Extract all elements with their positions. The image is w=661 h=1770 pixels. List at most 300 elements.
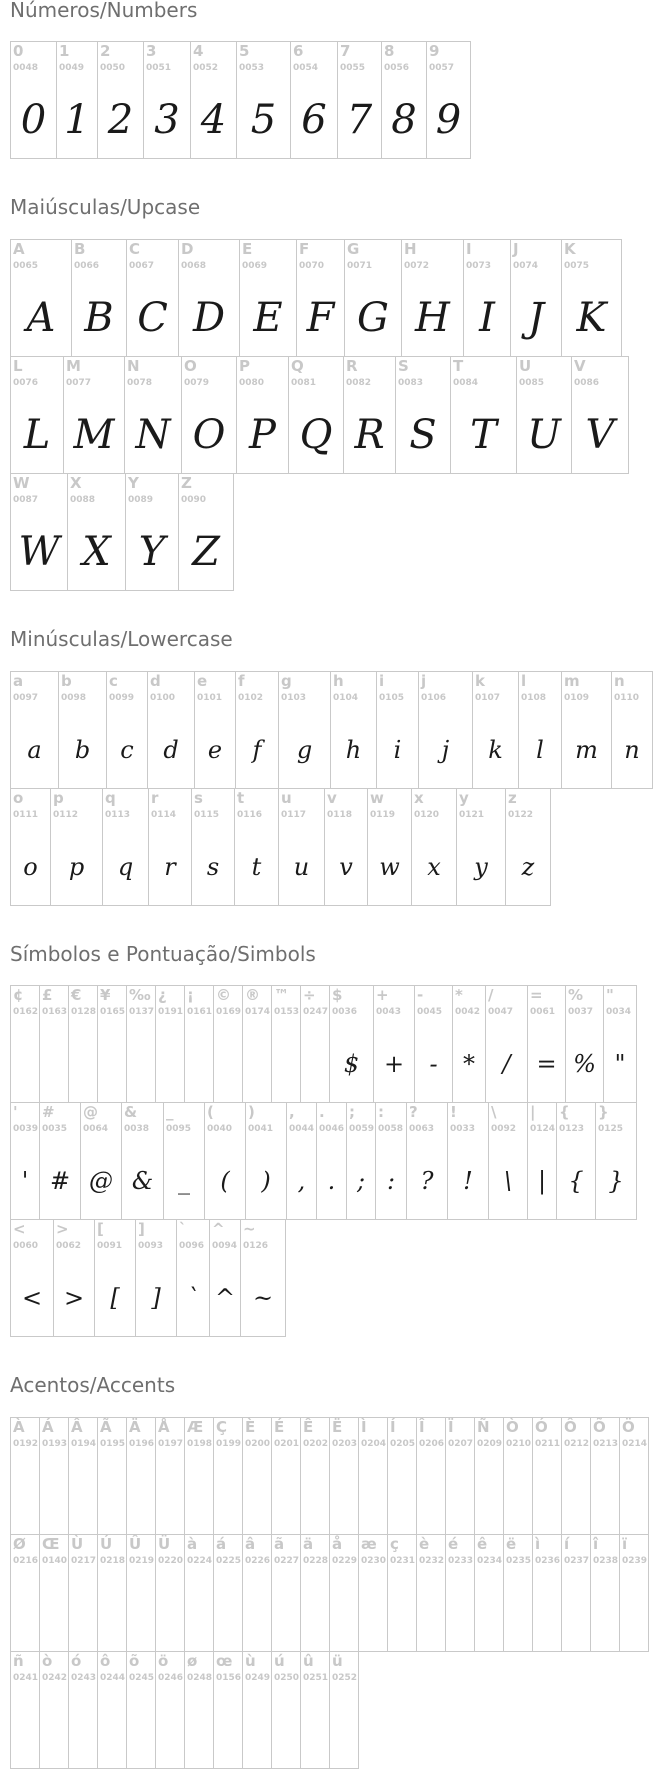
- glyph-char-label: ø: [187, 1652, 198, 1670]
- glyph-cell-0231: [387, 1534, 417, 1652]
- glyph-cell-0101: [194, 671, 236, 789]
- glyph-sample: [11, 1458, 39, 1534]
- glyph-char-label: Á: [42, 1418, 54, 1436]
- glyph-code-label: 0116: [237, 810, 263, 820]
- glyph-char-label: ¥: [100, 986, 111, 1004]
- glyph-cell-0117: [278, 788, 325, 906]
- glyph-sample: [69, 1692, 97, 1768]
- glyph-char-label: f: [238, 672, 245, 690]
- glyph-char-label: Q: [291, 357, 304, 375]
- glyph-code-label: 0197: [158, 1439, 184, 1449]
- glyph-code-label: 0191: [158, 1007, 184, 1017]
- glyph-sample: (: [220, 1167, 230, 1195]
- glyph-code-label: 0227: [274, 1556, 300, 1566]
- glyph-cell-0244: [97, 1651, 127, 1769]
- glyph-char-label: æ: [361, 1535, 377, 1553]
- glyph-cell-0108: [518, 671, 562, 789]
- glyph-cell-0197: [155, 1417, 185, 1535]
- glyph-char-label: E: [242, 240, 253, 258]
- glyph-cell-0153: [271, 985, 301, 1103]
- glyph-code-label: 0063: [409, 1124, 435, 1134]
- glyph-cell-0080: [236, 356, 289, 474]
- glyph-sample: W: [18, 529, 60, 575]
- glyph-sample: T: [470, 412, 497, 458]
- glyph-cell-0100: [147, 671, 195, 789]
- glyph-cell-0033: [447, 1102, 489, 1220]
- glyph-sample: s: [206, 853, 220, 881]
- glyph-code-label: 0243: [71, 1673, 97, 1683]
- glyph-char-label: y: [459, 789, 469, 807]
- glyph-char-label: Ü: [158, 1535, 171, 1553]
- glyph-char-label: 1: [59, 42, 70, 60]
- glyph-cell-0233: [445, 1534, 475, 1652]
- glyph-cell-0210: [503, 1417, 533, 1535]
- glyph-sample: D: [192, 295, 226, 341]
- glyph-char-label: å: [332, 1535, 343, 1553]
- glyph-sample: t: [251, 853, 262, 881]
- glyph-char-label: ®: [245, 986, 260, 1004]
- glyph-code-label: 0246: [158, 1673, 184, 1683]
- glyph-sample: [214, 1692, 242, 1768]
- glyph-char-label: ò: [42, 1652, 53, 1670]
- glyph-cell-0112: [50, 788, 103, 906]
- glyph-code-label: 0073: [466, 261, 492, 271]
- glyph-sample: [330, 1458, 358, 1534]
- glyph-cell-0242: [39, 1651, 69, 1769]
- glyph-cell-0056: [381, 41, 427, 159]
- glyph-cell-0204: [358, 1417, 388, 1535]
- glyph-char-label: ö: [158, 1652, 169, 1670]
- glyph-sample: A: [26, 295, 56, 341]
- glyph-cell-0070: [296, 239, 345, 357]
- glyph-cell-0206: [416, 1417, 446, 1535]
- glyph-sample: [330, 1692, 358, 1768]
- glyph-sample: ;: [356, 1167, 366, 1195]
- glyph-char-label: Ú: [100, 1535, 113, 1553]
- glyph-char-label: Ö: [622, 1418, 635, 1436]
- glyph-cell-0078: [124, 356, 182, 474]
- glyph-cell-0239: [619, 1534, 649, 1652]
- glyph-code-label: 0070: [299, 261, 325, 271]
- glyph-code-label: 0043: [376, 1007, 402, 1017]
- section-title-symbols: Símbolos e Pontuação/Simbols: [10, 942, 316, 966]
- glyph-cell-0068: [178, 239, 240, 357]
- glyph-cell-0102: [235, 671, 279, 789]
- glyph-char-label: É: [274, 1418, 285, 1436]
- glyph-sample: ~: [252, 1284, 274, 1312]
- glyph-code-label: 0095: [166, 1124, 192, 1134]
- glyph-sample: 4: [200, 97, 227, 143]
- glyph-cell-0081: [288, 356, 344, 474]
- glyph-cell-0126: [240, 1219, 286, 1337]
- glyph-sample: [185, 1026, 213, 1102]
- glyph-code-label: 0060: [13, 1241, 39, 1251]
- glyph-char-label: >: [56, 1220, 69, 1238]
- glyph-char-label: D: [181, 240, 194, 258]
- glyph-sample: ): [261, 1167, 271, 1195]
- glyph-char-label: C: [129, 240, 141, 258]
- glyph-sample: [417, 1458, 445, 1534]
- glyph-char-label: -: [417, 986, 424, 1004]
- glyph-code-label: 0056: [384, 63, 410, 73]
- glyph-code-label: 0067: [129, 261, 155, 271]
- glyph-cell-0123: [556, 1102, 596, 1220]
- glyph-cell-0241: [10, 1651, 40, 1769]
- glyph-code-label: 0196: [129, 1439, 155, 1449]
- glyph-cell-0086: [571, 356, 629, 474]
- glyph-cell-0058: [375, 1102, 407, 1220]
- glyph-sample: g: [296, 736, 313, 764]
- glyph-code-label: 0212: [564, 1439, 590, 1449]
- glyph-sample: c: [120, 736, 134, 764]
- glyph-cell-0237: [561, 1534, 591, 1652]
- glyph-code-label: 0245: [129, 1673, 155, 1683]
- glyph-sample: [446, 1575, 474, 1651]
- glyph-cell-0165: [97, 985, 127, 1103]
- accents-row-3: [10, 1651, 358, 1769]
- glyph-cell-0193: [39, 1417, 69, 1535]
- glyph-cell-0111: [10, 788, 51, 906]
- glyph-char-label: ~: [243, 1220, 256, 1238]
- glyph-cell-0249: [242, 1651, 272, 1769]
- glyph-code-label: 0124: [530, 1124, 556, 1134]
- glyph-cell-0227: [271, 1534, 301, 1652]
- glyph-sample: 5: [250, 97, 277, 143]
- glyph-code-label: 0194: [71, 1439, 97, 1449]
- glyph-code-label: 0244: [100, 1673, 126, 1683]
- glyph-char-label: #: [42, 1103, 55, 1121]
- symbols-row-3: [10, 1219, 285, 1337]
- glyph-sample: _: [178, 1167, 190, 1195]
- glyph-sample: V: [585, 412, 615, 458]
- glyph-code-label: 0236: [535, 1556, 561, 1566]
- glyph-cell-0252: [329, 1651, 359, 1769]
- glyph-code-label: 0214: [622, 1439, 648, 1449]
- glyph-char-label: A: [13, 240, 25, 258]
- glyph-char-label: a: [13, 672, 24, 690]
- glyph-sample: [562, 1458, 590, 1534]
- upcase-row-3: [10, 473, 233, 591]
- glyph-code-label: 0093: [138, 1241, 164, 1251]
- glyph-char-label: ô: [100, 1652, 111, 1670]
- glyph-sample: 8: [391, 97, 417, 143]
- glyph-cell-0234: [474, 1534, 504, 1652]
- glyph-code-label: 0059: [349, 1124, 375, 1134]
- glyph-sample: &: [131, 1167, 154, 1195]
- glyph-code-label: 0036: [332, 1007, 358, 1017]
- glyph-char-label: q: [105, 789, 116, 807]
- glyph-sample: [156, 1026, 184, 1102]
- glyph-sample: [69, 1026, 97, 1102]
- glyph-char-label: @: [83, 1103, 98, 1121]
- glyph-code-label: 0198: [187, 1439, 213, 1449]
- glyph-code-label: 0165: [100, 1007, 126, 1017]
- glyph-code-label: 0085: [519, 378, 545, 388]
- glyph-cell-0055: [337, 41, 382, 159]
- glyph-code-label: 0068: [181, 261, 207, 271]
- glyph-cell-0201: [271, 1417, 301, 1535]
- glyph-cell-0118: [324, 788, 368, 906]
- glyph-sample: U: [527, 412, 561, 458]
- glyph-char-label: V: [574, 357, 586, 375]
- glyph-sample: L: [23, 412, 51, 458]
- glyph-sample: [11, 1026, 39, 1102]
- glyph-cell-0235: [503, 1534, 533, 1652]
- glyph-char-label: è: [419, 1535, 430, 1553]
- glyph-code-label: 0162: [13, 1007, 39, 1017]
- glyph-char-label: Z: [181, 474, 192, 492]
- glyph-sample: [185, 1692, 213, 1768]
- glyph-code-label: 0091: [97, 1241, 123, 1251]
- glyph-char-label: £: [42, 986, 53, 1004]
- glyph-char-label: N: [127, 357, 140, 375]
- glyph-code-label: 0225: [216, 1556, 242, 1566]
- glyph-sample: q: [117, 853, 134, 881]
- glyph-cell-0124: [527, 1102, 557, 1220]
- glyph-char-label: _: [166, 1103, 174, 1121]
- glyph-char-label: 8: [384, 42, 395, 60]
- glyph-char-label: ¿: [158, 986, 167, 1004]
- glyph-char-label: á: [216, 1535, 227, 1553]
- glyph-cell-0200: [242, 1417, 272, 1535]
- glyph-sample: v: [339, 853, 353, 881]
- glyph-cell-0066: [71, 239, 127, 357]
- glyph-cell-0094: [209, 1219, 241, 1337]
- glyph-code-label: 0104: [333, 693, 359, 703]
- section-title-upcase: Maiúsculas/Upcase: [10, 195, 201, 219]
- glyph-char-label: ©: [216, 986, 231, 1004]
- glyph-sample: [272, 1458, 300, 1534]
- glyph-char-label: ü: [332, 1652, 343, 1670]
- section-title-accents: Acentos/Accents: [10, 1373, 176, 1397]
- glyph-code-label: 0193: [42, 1439, 68, 1449]
- glyph-sample: [330, 1575, 358, 1651]
- glyph-char-label: ¢: [13, 986, 24, 1004]
- glyph-cell-0162: [10, 985, 40, 1103]
- glyph-code-label: 0101: [197, 693, 223, 703]
- glyph-sample: f: [252, 736, 262, 764]
- glyph-cell-0097: [10, 671, 59, 789]
- glyph-char-label: %: [568, 986, 584, 1004]
- glyph-code-label: 0229: [332, 1556, 358, 1566]
- glyph-cell-0077: [63, 356, 125, 474]
- glyph-char-label: 2: [100, 42, 111, 60]
- glyph-sample: h: [345, 736, 362, 764]
- glyph-cell-0065: [10, 239, 72, 357]
- glyph-char-label: Í: [390, 1418, 396, 1436]
- glyph-cell-0054: [290, 41, 338, 159]
- upcase-row-2: [10, 356, 628, 474]
- glyph-sample: r: [164, 853, 176, 881]
- glyph-cell-0075: [561, 239, 622, 357]
- glyph-char-label: n: [614, 672, 625, 690]
- glyph-char-label: 4: [193, 42, 204, 60]
- glyph-code-label: 0105: [379, 693, 405, 703]
- glyph-code-label: 0217: [71, 1556, 97, 1566]
- glyph-cell-0060: [10, 1219, 54, 1337]
- glyph-code-label: 0169: [216, 1007, 242, 1017]
- glyph-cell-0225: [213, 1534, 243, 1652]
- glyph-cell-0113: [102, 788, 149, 906]
- glyph-sample: [40, 1692, 68, 1768]
- glyph-cell-0045: [414, 985, 453, 1103]
- glyph-cell-0087: [10, 473, 68, 591]
- glyph-char-label: l: [521, 672, 527, 690]
- glyph-sample: [620, 1575, 648, 1651]
- glyph-sample: !: [463, 1167, 473, 1195]
- glyph-cell-0072: [401, 239, 464, 357]
- glyph-sample: [214, 1458, 242, 1534]
- glyph-sample: [504, 1458, 532, 1534]
- glyph-sample: n: [624, 736, 640, 764]
- glyph-cell-0247: [300, 985, 330, 1103]
- glyph-code-label: 0224: [187, 1556, 213, 1566]
- upcase-row-1: [10, 239, 621, 357]
- glyph-char-label: ó: [71, 1652, 82, 1670]
- glyph-sample: x: [427, 853, 441, 881]
- glyph-cell-0236: [532, 1534, 562, 1652]
- glyph-char-label: [: [97, 1220, 104, 1238]
- glyph-sample: [301, 1458, 329, 1534]
- glyph-cell-0216: [10, 1534, 40, 1652]
- glyph-code-label: 0049: [59, 63, 85, 73]
- glyph-cell-0128: [68, 985, 98, 1103]
- glyph-cell-0226: [242, 1534, 272, 1652]
- glyph-code-label: 0107: [475, 693, 501, 703]
- glyph-sample: e: [207, 736, 223, 764]
- glyph-cell-0110: [611, 671, 653, 789]
- glyph-sample: C: [137, 295, 168, 341]
- glyph-sample: [591, 1458, 619, 1534]
- glyph-code-label: 0125: [598, 1124, 624, 1134]
- glyph-code-label: 0077: [66, 378, 92, 388]
- glyph-char-label: 0: [13, 42, 24, 60]
- glyph-char-label: ;: [349, 1103, 355, 1121]
- glyph-cell-0071: [344, 239, 402, 357]
- glyph-cell-0093: [135, 1219, 177, 1337]
- glyph-sample: <: [21, 1284, 43, 1312]
- glyph-cell-0046: [316, 1102, 347, 1220]
- glyph-char-label: w: [370, 789, 384, 807]
- glyph-sample: /: [502, 1050, 511, 1078]
- glyph-cell-0035: [39, 1102, 81, 1220]
- glyph-sample: %: [573, 1050, 596, 1078]
- glyph-cell-0089: [125, 473, 179, 591]
- glyph-code-label: 0202: [303, 1439, 329, 1449]
- glyph-sample: [127, 1575, 155, 1651]
- glyph-sample: G: [357, 295, 389, 341]
- glyph-sample: }: [608, 1167, 624, 1195]
- glyph-code-label: 0098: [61, 693, 87, 703]
- glyph-cell-0103: [278, 671, 331, 789]
- glyph-char-label: u: [281, 789, 292, 807]
- glyph-sample: [127, 1026, 155, 1102]
- glyph-sample: $: [343, 1050, 360, 1078]
- glyph-cell-0229: [329, 1534, 359, 1652]
- glyph-sample: [185, 1458, 213, 1534]
- glyph-char-label: 3: [146, 42, 157, 60]
- glyph-char-label: Œ: [42, 1535, 60, 1553]
- glyph-cell-0250: [271, 1651, 301, 1769]
- glyph-code-label: 0235: [506, 1556, 532, 1566]
- glyph-sample: m: [575, 736, 598, 764]
- glyph-char-label: Â: [71, 1418, 83, 1436]
- glyph-code-label: 0038: [124, 1124, 150, 1134]
- glyph-sample: u: [293, 853, 310, 881]
- glyph-sample: [69, 1575, 97, 1651]
- glyph-char-label: S: [398, 357, 409, 375]
- glyph-sample: 7: [346, 97, 373, 143]
- glyph-char-label: W: [13, 474, 30, 492]
- glyph-sample: o: [23, 853, 38, 881]
- glyph-char-label: Ë: [332, 1418, 343, 1436]
- glyph-code-label: 0237: [564, 1556, 590, 1566]
- glyph-char-label: À: [13, 1418, 25, 1436]
- glyph-code-label: 0108: [521, 693, 547, 703]
- glyph-code-label: 0226: [245, 1556, 271, 1566]
- glyph-char-label: ¡: [187, 986, 194, 1004]
- glyph-cell-0036: [329, 985, 374, 1103]
- section-title-numbers: Números/Numbers: [10, 0, 198, 22]
- glyph-cell-0067: [126, 239, 179, 357]
- glyph-code-label: 0206: [419, 1439, 445, 1449]
- glyph-cell-0063: [406, 1102, 448, 1220]
- glyph-char-label: 9: [429, 42, 440, 60]
- glyph-cell-0120: [411, 788, 457, 906]
- glyph-code-label: 0083: [398, 378, 424, 388]
- glyph-char-label: /: [488, 986, 494, 1004]
- section-title-lowercase: Minúsculas/Lowercase: [10, 627, 233, 651]
- glyph-char-label: z: [508, 789, 517, 807]
- glyph-char-label: Ó: [535, 1418, 548, 1436]
- glyph-sample: \: [503, 1167, 513, 1195]
- glyph-char-label: v: [327, 789, 337, 807]
- glyph-char-label: o: [13, 789, 24, 807]
- glyph-cell-0163: [39, 985, 69, 1103]
- glyph-char-label: ": [606, 986, 614, 1004]
- glyph-cell-0052: [190, 41, 237, 159]
- glyph-code-label: 0064: [83, 1124, 109, 1134]
- glyph-char-label: Î: [419, 1418, 425, 1436]
- glyph-code-label: 0061: [530, 1007, 556, 1017]
- glyph-sample: ': [21, 1167, 29, 1195]
- glyph-sample: [156, 1692, 184, 1768]
- glyph-sample: [: [110, 1284, 120, 1312]
- glyph-char-label: H: [404, 240, 417, 258]
- glyph-sample: [388, 1458, 416, 1534]
- glyph-code-label: 0040: [207, 1124, 233, 1134]
- glyph-code-label: 0250: [274, 1673, 300, 1683]
- glyph-cell-0203: [329, 1417, 359, 1535]
- glyph-code-label: 0082: [346, 378, 372, 388]
- glyph-cell-0230: [358, 1534, 388, 1652]
- glyph-sample: `: [187, 1284, 199, 1312]
- glyph-sample: j: [441, 736, 450, 764]
- glyph-char-label: J: [513, 240, 519, 258]
- glyph-char-label: ú: [274, 1652, 285, 1670]
- glyph-code-label: 0248: [187, 1673, 213, 1683]
- glyph-cell-0039: [10, 1102, 40, 1220]
- glyph-char-label: È: [245, 1418, 256, 1436]
- glyph-sample: [11, 1575, 39, 1651]
- glyph-sample: 6: [301, 97, 327, 143]
- glyph-code-label: 0232: [419, 1556, 445, 1566]
- glyph-cell-0209: [474, 1417, 504, 1535]
- glyph-code-label: 0239: [622, 1556, 648, 1566]
- glyph-code-label: 0103: [281, 693, 307, 703]
- glyph-cell-0211: [532, 1417, 562, 1535]
- glyph-code-label: 0035: [42, 1124, 68, 1134]
